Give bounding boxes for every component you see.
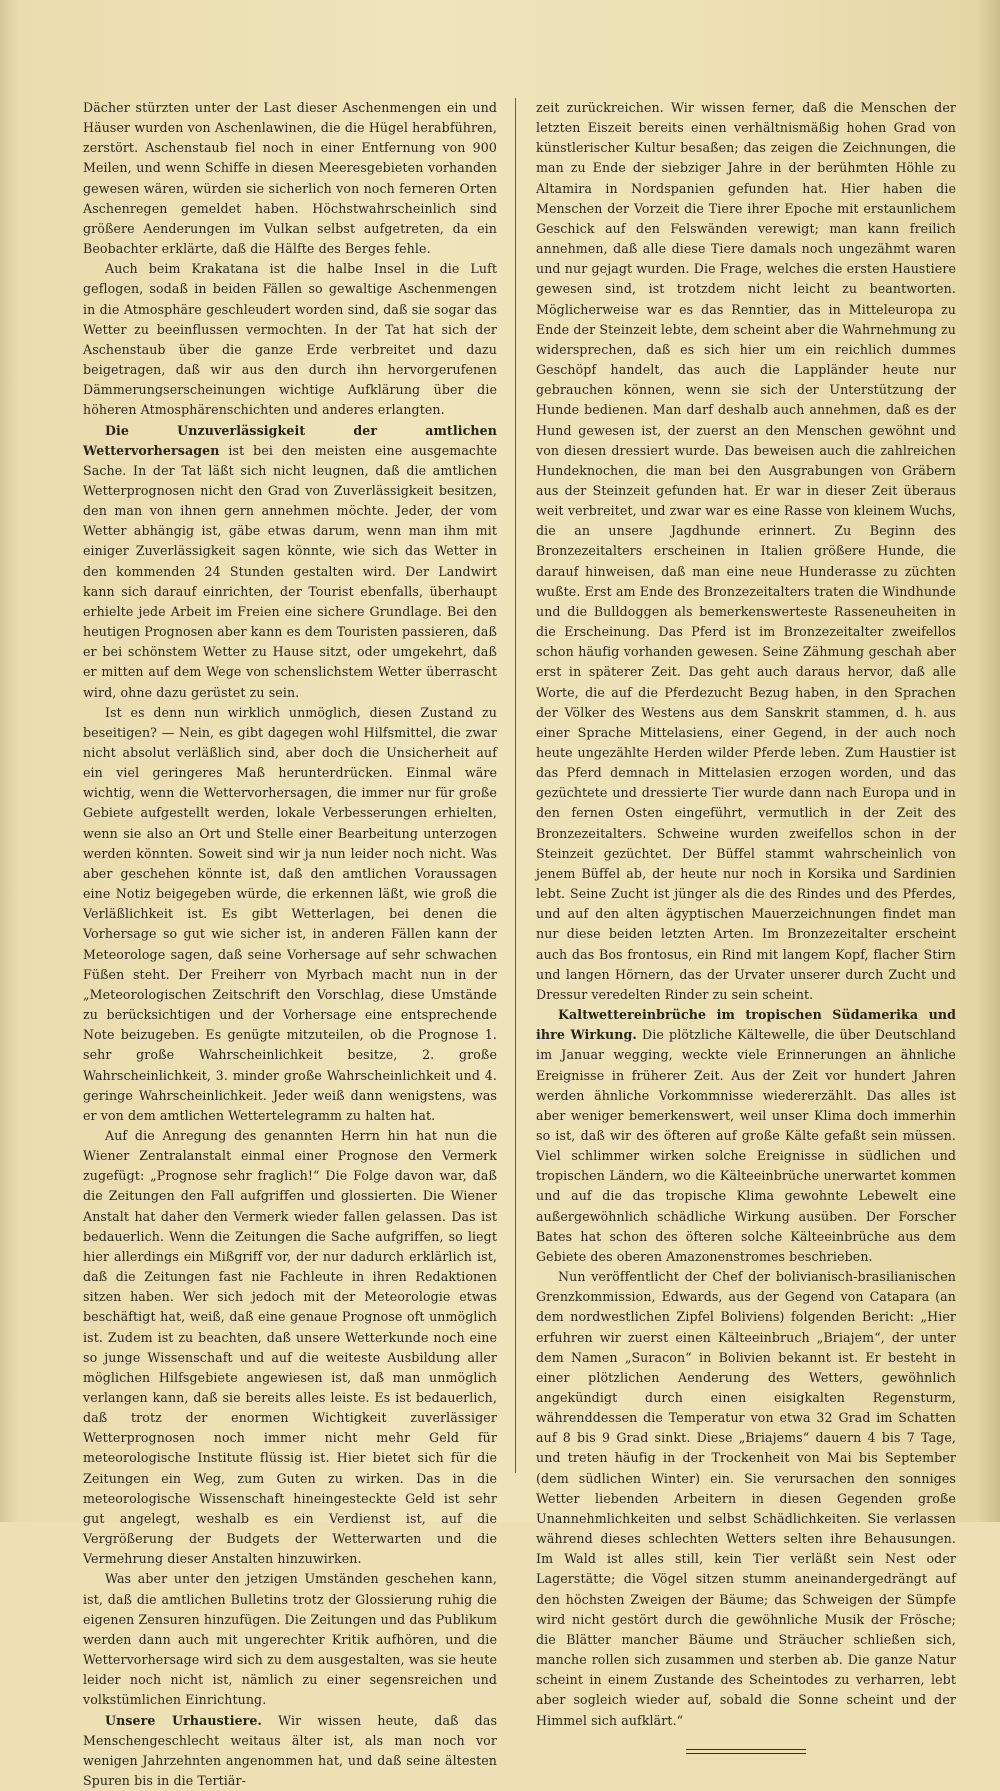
section-divider <box>686 1749 806 1754</box>
article-paragraph <box>536 1005 956 1267</box>
paragraph: Dächer stürzten unter der Last dieser Aschenmengen ein und Häuser wurden von Aschenlawinen, die die Hügel herabführen, zerstört. Aschenstaub fiel noch in einer Entfernung von 900 Meilen, und wenn Schiffe in diesen Meeresgebieten vorhanden gewesen wären, würden sie sicherlich von noch ferneren Orten Aschenregen gemeldet haben. Höchstwahrscheinlich sind größere Aenderungen im Vulkan selbst aufgetreten, da ein Beobachter erklärte, daß die Hälfte des Berges fehle. <box>83 98 497 259</box>
right-column <box>536 98 956 1458</box>
paragraph: Auf die Anregung des genannten Herrn hin hat nun die Wiener Zentralanstalt einmal einer Prognose den Vermerk zugefügt: „Prognose sehr fraglich!“ Die Folge davon war, daß die Zeitungen den Fall aufgriffen und glossierten. Die Wiener Anstalt hat daher den Vermerk wieder fallen gelassen. Das ist bedauerlich. Wenn die Zeitungen die Sache aufgriffen, so liegt hier allerdings ein Mißgriff vor, der nur dadurch erklärlich ist, daß die Zeitungen fast nie Fachleute in ihren Redaktionen sitzen haben. Wer sich jedoch mit der Meteorologie etwas beschäftigt hat, weiß, daß eine genaue Prognose oft unmöglich ist. Zudem ist zu beachten, daß unsere Wetterkunde noch eine so junge Wissenschaft und auf die weiteste Ausbildung aller möglichen Hilfsgebiete angewiesen ist, daß man unmöglich verlangen kann, daß sie bereits alles leiste. Es ist bedauerlich, daß trotz der enormen Wichtigkeit zuverlässiger Wetterprognosen noch immer nicht mehr Geld für meteorologische Institute flüssig ist. Hier bietet sich für die Zeitungen ein Weg, zum Guten zu wirken. Das in die meteorologische Wissenschaft hineingesteckte Geld ist sehr gut angelegt, weshalb es ein Verdienst ist, auf die Vergrößerung der Budgets der Wetterwarten und die Vermehrung dieser Anstalten hinzuwirken. <box>83 1126 497 1569</box>
paragraph: zeit zurückreichen. Wir wissen ferner, daß die Menschen der letzten Eiszeit bereits einen verhältnismäßig hohen Grad von künstlerischer Kultur besaßen; das zeigen die Zeichnungen, die man zu Ende der siebziger Jahre in der berühmten Höhle zu Altamira in Nordspanien gefunden hat. Hier haben die Menschen der Vorzeit die Tiere ihrer Epoche mit erstaunlichem Geschick auf den Felswänden verewigt; man kann freilich annehmen, daß alle diese Tiere damals noch ungezähmt waren und nur gejagt wurden. Die Frage, welches die ersten Haustiere gewesen sind, ist trotzdem nicht leicht zu beantworten. Möglicherweise war es das Renntier, das in Mitteleuropa zu Ende der Steinzeit lebte, dem scheint aber die Wahrnehmung zu widersprechen, daß es sich hier um ein reichlich dummes Geschöpf handelt, das auch die Lappländer heute nur gebrauchen können, wenn sie sich der Unterstützung der Hunde bedienen. Man darf deshalb auch annehmen, daß es der Hund gewesen ist, der zuerst an den Menschen gewöhnt und von diesen dressiert wurde. Das beweisen auch die zahlreichen Hundeknochen, die man bei den Ausgrabungen von Gräbern aus der Steinzeit gefunden hat. Er war in dieser Zeit überaus weit verbreitet, und zwar war es eine Rasse von kleinem Wuchs, die an unsere Jagdhunde erinnert. Zu Beginn des Bronzezeitalters erscheinen in Italien größere Hunde, die darauf hinweisen, daß man eine neue Hunderasse zu züchten wußte. Erst am Ende des Bronzezeitalters traten die Windhunde und die Bulldoggen als bemerkenswerteste Rasseneuheiten in die Erscheinung. Das Pferd ist im Bronzezeitalter zweifellos schon häufig vorhanden gewesen. Seine Zähmung geschah aber erst in späterer Zeit. Das geht auch daraus hervor, daß alle Worte, die auf die Pferdezucht Bezug haben, in den Sprachen der Völker des Westens aus dem Sanskrit stammen, d. h. aus einer Sprache Mittelasiens, einer Gegend, in der auch noch heute ungezählte Herden wilder Pferde leben. Zum Haustier ist das Pferd demnach in Mittelasien erzogen worden, und das gezüchtete und dressierte Tier wurde dann nach Europa und in den fernen Osten eingeführt, vermutlich in der Zeit des Bronzezeitalters. Schweine wurden zweifellos schon in der Steinzeit gezüchtet. Der Büffel stammt wahrscheinlich von jenem Büffel ab, der heute nur noch in Korsika und Sardinien lebt. Seine Zucht ist jünger als die des Rindes und des Pferdes, und auf den alten ägyptischen Mauerzeichnungen findet man nur diese beiden letzten Arten. Im Bronzezeitalter erscheint auch das Bos frontosus, ein Rind mit langem Kopf, flacher Stirn und langen Hörnern, das der Urvater unserer durch Zucht und Dressur veredelten Rinder zu sein scheint. <box>536 98 956 1005</box>
column-rule <box>515 98 516 1473</box>
article-paragraph <box>83 421 497 703</box>
article-heading: Unsere Urhaustiere. <box>105 1713 262 1728</box>
article-heading: Kaltwettereinbrüche im tropischen Südamerika und ihre Wirkung. <box>536 1007 956 1042</box>
paragraph: Nun veröffentlicht der Chef der bolivianisch-brasilianischen Grenzkommission, Edwards, aus der Gegend von Catapara (an dem nordwestlichen Zipfel Boliviens) folgenden Bericht: „Hier erfuhren wir zuerst einen Kälteeinbruch „Briajem“, der unter dem Namen „Suracon“ in Bolivien bekannt ist. Er besteht in einer plötzlichen Aenderung des Wetters, gewöhnlich angekündigt durch einen eisigkalten Regensturm, währenddessen die Temperatur von etwa 32 Grad im Schatten auf 8 bis 9 Grad sinkt. Diese „Briajems“ dauern 4 bis 7 Tage, und treten häufig in der Trockenheit von Mai bis September (dem südlichen Winter) ein. Sie verursachen den sonniges Wetter liebenden Arbeitern in diesen Gegenden große Unannehmlichkeiten und selbst Schädlichkeiten. Sie verlassen während dieses schlechten Wetters selten ihre Behausungen. Im Wald ist alles still, kein Tier verläßt sein Nest oder Lagerstätte; die Vögel sitzen stumm aneinandergedrängt auf den höchsten Zweigen der Bäume; das Schweigen der Sümpfe wird nicht gestört durch die gewöhnliche Musik der Frösche; die Blätter mancher Bäume und Sträucher schließen sich, manche rollen sich zusammen und sterben ab. Die ganze Natur scheint in einem Zustande des Scheintodes zu verharren, lebt aber sogleich wieder auf, sobald die Sonne scheint und der Himmel sich aufklärt.“ <box>536 1267 956 1731</box>
paragraph: Ist es denn nun wirklich unmöglich, diesen Zustand zu beseitigen? — Nein, es gibt dagegen wohl Hilfsmittel, die zwar nicht absolut verläßlich sind, aber doch die Unsicherheit auf ein viel geringeres Maß herunterdrücken. Einmal wäre wichtig, wenn die Wettervorhersagen, die immer nur für große Gebiete aufgestellt werden, lokale Verbesserungen erhielten, wenn sie also an Ort und Stelle einer Bearbeitung unterzogen werden könnten. Soweit sind wir ja nun leider noch nicht. Was aber geschehen könnte ist, daß den amtlichen Voraussagen eine Notiz beigegeben würde, die erkennen läßt, wie groß die Verläßlichkeit ist. Es gibt Wetterlagen, bei denen die Vorhersage so gut wie sicher ist, in anderen Fällen kann der Meteorologe sagen, daß seine Vorhersage auf sehr schwachen Füßen steht. Der Freiherr von Myrbach macht nun in der „Meteorologischen Zeitschrift den Vorschlag, diese Umstände zu berücksichtigen und der Vorhersage eine entsprechende Note beizugeben. Es genügte mitzuteilen, ob die Prognose 1. sehr große Wahrscheinlichkeit besitze, 2. große Wahrscheinlichkeit, 3. minder große Wahrscheinlichkeit und 4. geringe Wahrscheinlichkeit. Jeder weiß dann wenigstens, was er von dem amtlichen Wettertelegramm zu halten hat. <box>83 703 497 1126</box>
page-edge-shadow-left <box>0 0 18 1522</box>
paragraph: Was aber unter den jetzigen Umständen geschehen kann, ist, daß die amtlichen Bulletins trotz der Glossierung ruhig die eigenen Zensuren hinzufügen. Die Zeitungen und das Publikum werden dann auch mit ungerechter Kritik aufhören, und die Wettervorhersage wird sich zu dem ausgestalten, was sie heute leider noch nicht ist, nämlich zu einer segensreichen und volkstümlichen Einrichtung. <box>83 1569 497 1710</box>
page-edge-shadow-right <box>976 0 1000 1522</box>
paragraph: Auch beim Krakatana ist die halbe Insel in die Luft geflogen, sodaß in beiden Fällen so gewaltige Aschenmengen in die Atmosphäre geschleudert worden sind, daß sie sogar das Wetter zu beeinflussen vermochten. In der Tat hat sich der Aschenstaub über die ganze Erde verbreitet und dazu beigetragen, daß wir aus den durch ihn hervorgerufenen Dämmerungserscheinungen wichtige Aufklärung über die höheren Atmosphärenschichten und anderes erlangten. <box>83 259 497 420</box>
paragraph-text: ist bei den meisten eine ausgemachte Sache. In der Tat läßt sich nicht leugnen, daß die amtlichen Wetterprognosen nicht den Grad von Zuverlässigkeit besitzen, den man von ihnen gern annehmen möchte. Jeder, der vom Wetter abhängig ist, gäbe etwas darum, wenn man ihm mit einiger Zuverlässigkeit sagen könnte, wie sich das Wetter in den kommenden 24 Stunden gestalten wird. Der Landwirt kann sich darauf einrichten, der Tourist ebenfalls, überhaupt erhielte jede Arbeit im Freien eine sichere Grundlage. Bei den heutigen Prognosen aber kann es dem Touristen passieren, daß er bei schönstem Wetter zu Hause sitzt, oder umgekehrt, daß er mitten auf dem Wege von schenslichstem Wetter überrascht wird, ohne dazu gerüstet zu sein. <box>83 443 497 700</box>
paragraph-text: Wir wissen heute, daß das Menschengeschlecht weitaus älter ist, als man noch vor wenigen Jahrzehnten angenommen hat, und daß seine ältesten Spuren bis in die Tertiär- <box>83 1713 497 1788</box>
article-heading: Die Unzuverlässigkeit der amtlichen Wettervorhersagen <box>83 423 497 458</box>
article-paragraph <box>83 1711 497 1791</box>
paragraph-text: Die plötzliche Kältewelle, die über Deutschland im Januar wegging, weckte viele Erinnerungen an ähnliche Ereignisse in früherer Zeit. Aus der Zeit vor hundert Jahren werden ähnliche Vorkommnisse wiedererzählt. Das alles ist aber weniger bemerkenswert, weil unser Klima doch immerhin so ist, daß wir des öfteren auf große Kälte gefaßt sein müssen. Viel schlimmer wirken solche Ereignisse in südlichen und tropischen Ländern, wo die Kälteeinbrüche unerwartet kommen und auf die das tropische Klima gewohnte Lebewelt eine außergewöhnlich schädliche Wirkung ausüben. Der Forscher Bates hat schon des öfteren solche Kälteeinbrüche aus dem Gebiete des oberen Amazonenstromes beschrieben. <box>536 1027 956 1264</box>
left-column <box>83 98 497 1458</box>
